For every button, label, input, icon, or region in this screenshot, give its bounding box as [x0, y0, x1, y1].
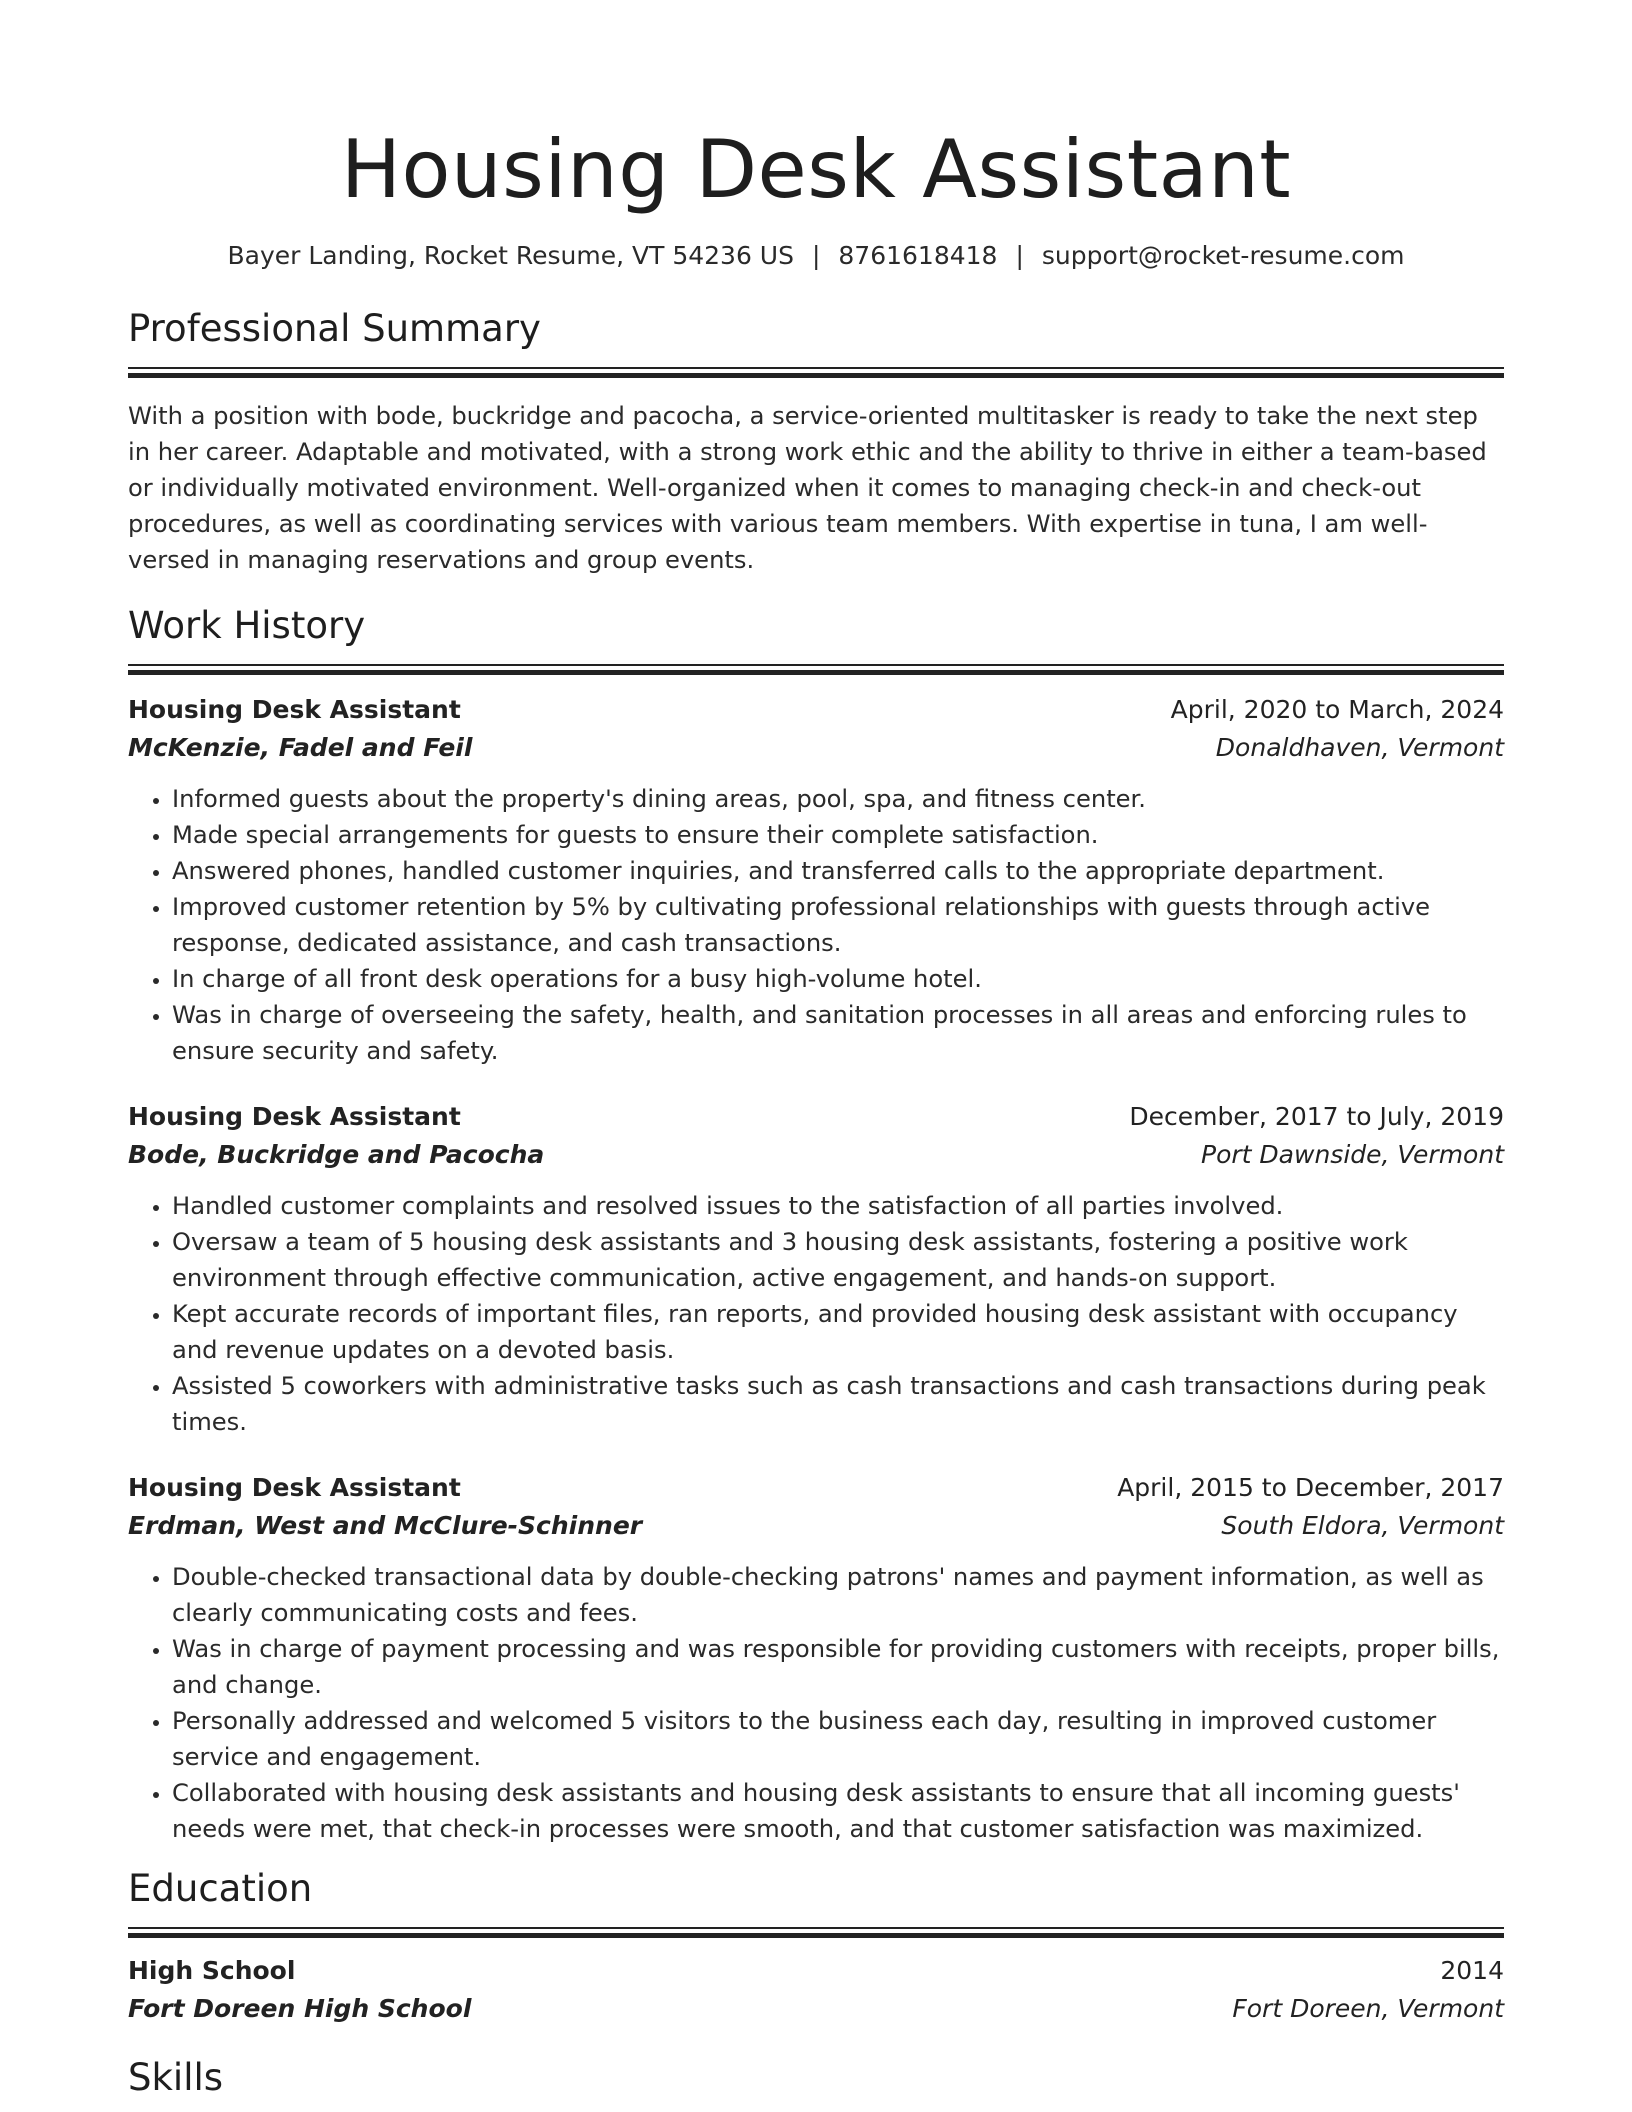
job-location: Donaldhaven, Vermont — [1215, 733, 1504, 762]
job-bullets — [128, 1188, 1504, 1440]
job-title: Housing Desk Assistant — [128, 1102, 461, 1131]
job-company: Bode, Buckridge and Pacocha — [128, 1140, 545, 1169]
list-item: • Was in charge of payment processing and was responsible for providing customers with receipts, proper bills, and change. — [172, 1631, 1504, 1703]
job-company: Erdman, West and McClure-Schinner — [128, 1511, 643, 1540]
job-entry — [128, 691, 1504, 1069]
summary-text: With a position with bode, buckridge and pacocha, a service-oriented multitasker is ready to take the next step in her career. Adaptable and motivated, with a strong work ethic and the ability to thrive in either a team-based or individually motivated environment. Well-organized when it comes to managing check-in and check-out procedures, as well as coordinating services with various team members. With expertise in tuna, I am well-versed in managing reservations and group events. — [128, 402, 1487, 574]
education-subheader — [128, 1990, 1504, 2028]
section-divider — [128, 1927, 1504, 1938]
education-degree: High School — [128, 1956, 296, 1985]
job-location: South Eldora, Vermont — [1221, 1511, 1504, 1540]
section-title-education: Education — [128, 1867, 313, 1910]
job-dates: April, 2015 to December, 2017 — [1117, 1473, 1504, 1502]
list-item: • Answered phones, handled customer inquiries, and transferred calls to the appropriate department. — [172, 853, 1504, 889]
education-school: Fort Doreen High School — [128, 1994, 472, 2023]
job-location: Port Dawnside, Vermont — [1201, 1140, 1504, 1169]
list-item: • Personally addressed and welcomed 5 visitors to the business each day, resulting in improved customer service and engagement. — [172, 1703, 1504, 1775]
summary-section — [128, 305, 1504, 578]
job-title: Housing Desk Assistant — [128, 1473, 461, 1502]
job-dates: December, 2017 to July, 2019 — [1129, 1102, 1504, 1131]
resume-page — [128, 0, 1504, 2102]
list-item: • In charge of all front desk operations for a busy high-volume hotel. — [172, 961, 1504, 997]
job-header — [128, 1469, 1504, 1507]
job-subheader — [128, 1507, 1504, 1545]
list-item: • Collaborated with housing desk assistants and housing desk assistants to ensure that all incoming guests' needs were met, that check-in processes were smooth, and that customer satisfaction was maximized. — [172, 1775, 1504, 1847]
job-entry — [128, 1469, 1504, 1847]
section-title-work-history: Work History — [128, 604, 366, 647]
contact-email: support@rocket-resume.com — [1041, 241, 1405, 270]
list-item: • Was in charge of overseeing the safety, health, and sanitation processes in all areas and enforcing rules to ensure security and safety. — [172, 997, 1504, 1069]
job-dates: April, 2020 to March, 2024 — [1170, 695, 1504, 724]
contact-address: Bayer Landing, Rocket Resume, VT 54236 US — [227, 241, 794, 270]
job-entry — [128, 1098, 1504, 1440]
list-item: • Made special arrangements for guests to ensure their complete satisfaction. — [172, 817, 1504, 853]
job-bullets — [128, 1559, 1504, 1847]
section-divider — [128, 367, 1504, 378]
section-title-skills: Skills — [128, 2056, 224, 2099]
education-header — [128, 1952, 1504, 1990]
contact-line — [128, 238, 1504, 274]
list-item: • Double-checked transactional data by double-checking patrons' names and payment information, as well as clearly communicating costs and fees. — [172, 1559, 1504, 1631]
contact-phone: 8761618418 — [838, 241, 998, 270]
job-company: McKenzie, Fadel and Feil — [128, 733, 473, 762]
education-section — [128, 1865, 1504, 2028]
job-header — [128, 691, 1504, 729]
contact-separator: | — [811, 241, 821, 270]
work-history-section — [128, 602, 1504, 1847]
job-subheader — [128, 1136, 1504, 1174]
contact-separator: | — [1015, 241, 1024, 270]
section-title-summary: Professional Summary — [128, 307, 541, 350]
job-subheader — [128, 729, 1504, 767]
list-item: • Assisted 5 coworkers with administrative tasks such as cash transactions and cash transactions during peak times. — [172, 1368, 1504, 1440]
candidate-name: Housing Desk Assistant — [340, 123, 1292, 216]
list-item: • Handled customer complaints and resolved issues to the satisfaction of all parties involved. — [172, 1188, 1504, 1224]
education-entry — [128, 1952, 1504, 2028]
section-divider — [128, 664, 1504, 675]
education-year: 2014 — [1440, 1956, 1504, 1985]
job-bullets — [128, 781, 1504, 1069]
list-item: • Oversaw a team of 5 housing desk assistants and 3 housing desk assistants, fostering a positive work environment through effective communication, active engagement, and hands-on support. — [172, 1224, 1504, 1296]
job-header — [128, 1098, 1504, 1136]
list-item: • Informed guests about the property's dining areas, pool, spa, and fitness center. — [172, 781, 1504, 817]
education-location: Fort Doreen, Vermont — [1232, 1994, 1504, 2023]
list-item: • Improved customer retention by 5% by cultivating professional relationships with guests through active response, dedicated assistance, and cash transactions. — [172, 889, 1504, 961]
job-title: Housing Desk Assistant — [128, 695, 461, 724]
skills-section — [128, 2054, 1504, 2102]
list-item: • Kept accurate records of important files, ran reports, and provided housing desk assistant with occupancy and revenue updates on a devoted basis. — [172, 1296, 1504, 1368]
